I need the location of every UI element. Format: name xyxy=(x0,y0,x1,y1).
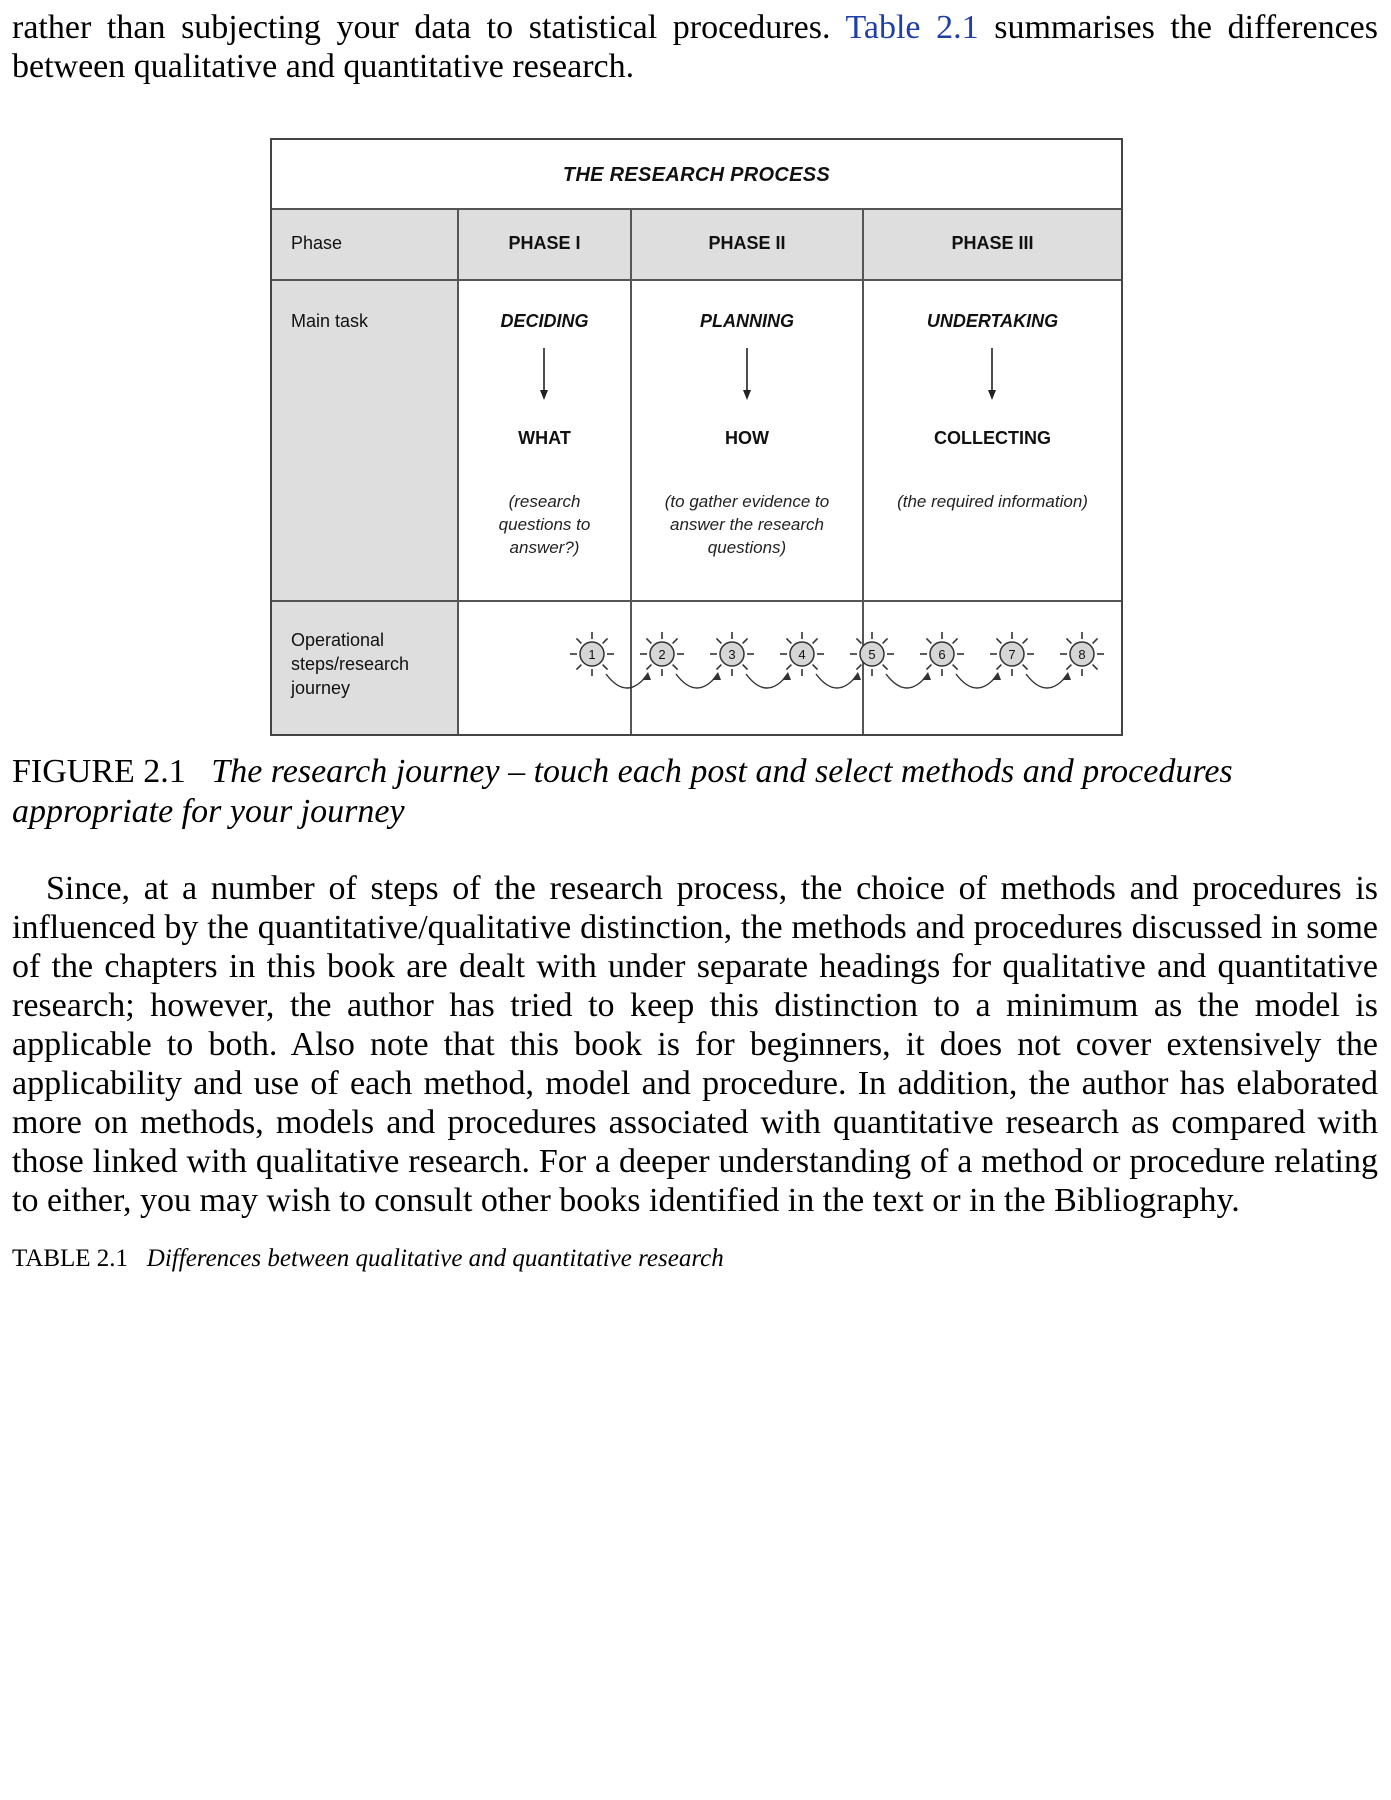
phase-1-note-line: questions to xyxy=(498,515,591,534)
operational-line-3: journey xyxy=(291,678,351,698)
phase-1-note-line: (research xyxy=(508,492,581,511)
journey-step[interactable] xyxy=(570,632,614,676)
phase-2-note-line: questions) xyxy=(707,538,787,557)
phase-2-note-line: (to gather evidence to xyxy=(664,492,830,511)
phase-1-task: DECIDING xyxy=(500,311,589,331)
phase-row-divider xyxy=(272,279,1121,281)
journey-connector-arc xyxy=(746,674,788,688)
journey-arrowhead xyxy=(992,672,1001,680)
figure-caption xyxy=(12,752,1378,832)
journey-connector-arc xyxy=(676,674,718,688)
journey-step[interactable] xyxy=(850,632,894,676)
journey-step-number: 5 xyxy=(868,647,876,662)
down-arrow-icon xyxy=(741,348,753,400)
table-caption xyxy=(12,1244,724,1274)
journey-arrowhead xyxy=(642,672,651,680)
journey-arrowhead xyxy=(712,672,721,680)
row-label-phase: Phase xyxy=(291,233,343,253)
intro-paragraph xyxy=(12,8,1378,86)
down-arrow-icon xyxy=(986,348,998,400)
research-journey-steps xyxy=(272,602,1121,734)
journey-step[interactable] xyxy=(1060,632,1104,676)
phase-3-note xyxy=(864,490,1121,513)
table-caption-title: Differences between qualitative and quantitative research xyxy=(146,1245,724,1272)
journey-connector-arc xyxy=(1026,674,1068,688)
body-paragraph: Since, at a number of steps of the research process, the choice of methods and procedures is influenced by the quantitative/qualitative distinction, the methods and procedures discussed in some of the chapters in this book are dealt with under separate headings for qualitative and quantitative research; however, the author has tried to keep this distinction to a minimum as the model is applicable to both. Also note that this book is for beginners, it does not cover extensively the applicability and use of each method, model and procedure. In addition, the author has elaborated more on methods, models and procedures associated with quantitative research as compared with those linked with qualitative research. For a deeper understanding of a method or procedure relating to either, you may wish to consult other books identified in the text or in the Bibliography. xyxy=(12,870,1378,1219)
phase-1-focus: WHAT xyxy=(518,428,571,448)
journey-step-number: 2 xyxy=(658,647,666,662)
phase-3-header: PHASE III xyxy=(951,233,1034,253)
phase-2-note-line: answer the research xyxy=(669,515,825,534)
journey-step-number: 6 xyxy=(938,647,946,662)
table-caption-label: TABLE 2.1 xyxy=(12,1245,129,1272)
figure-caption-label: FIGURE 2.1 xyxy=(12,753,186,790)
journey-connector-arc xyxy=(886,674,928,688)
operational-line-1: Operational xyxy=(291,630,385,650)
phase-2-header: PHASE II xyxy=(708,233,786,253)
journey-step-number: 4 xyxy=(798,647,806,662)
journey-arrowhead xyxy=(782,672,791,680)
row-label-main-task: Main task xyxy=(291,311,369,331)
journey-step[interactable] xyxy=(920,632,964,676)
journey-arrowhead xyxy=(1062,672,1071,680)
journey-step[interactable] xyxy=(710,632,754,676)
journey-step[interactable] xyxy=(640,632,684,676)
figure-title: THE RESEARCH PROCESS xyxy=(272,140,1121,210)
phase-2-focus: HOW xyxy=(725,428,769,448)
journey-step[interactable] xyxy=(990,632,1034,676)
phase-3-focus: COLLECTING xyxy=(934,428,1051,448)
intro-text-before: rather than subjecting your data to statistical procedures. xyxy=(12,9,846,46)
intro-text-after: summarises the differences between qualitative and quantitative research. xyxy=(12,9,1378,85)
journey-step-number: 3 xyxy=(728,647,736,662)
research-process-figure xyxy=(270,138,1123,736)
operational-line-2: steps/research xyxy=(291,654,410,674)
down-arrow-icon xyxy=(538,348,550,400)
phase-2-note xyxy=(632,490,862,559)
journey-connector-arc xyxy=(606,674,648,688)
journey-step[interactable] xyxy=(780,632,824,676)
journey-step-number: 7 xyxy=(1008,647,1016,662)
table-2-1-link[interactable]: Table 2.1 xyxy=(845,9,979,46)
phase-1-note xyxy=(459,490,630,559)
journey-arrowhead xyxy=(922,672,931,680)
figure-caption-title: The research journey – touch each post and select methods and procedures appropriate for your journey xyxy=(12,753,1233,830)
phase-1-note-line: answer?) xyxy=(509,538,580,557)
journey-connector-arc xyxy=(816,674,858,688)
phase-3-task: UNDERTAKING xyxy=(926,311,1059,331)
journey-arrowhead xyxy=(852,672,861,680)
phase-1-header: PHASE I xyxy=(508,233,581,253)
journey-connector-arc xyxy=(956,674,998,688)
phase-2-task: PLANNING xyxy=(700,311,794,331)
journey-step-number: 1 xyxy=(588,647,596,662)
phase-3-note-line: (the required information) xyxy=(897,492,1088,511)
journey-step-number: 8 xyxy=(1078,647,1086,662)
